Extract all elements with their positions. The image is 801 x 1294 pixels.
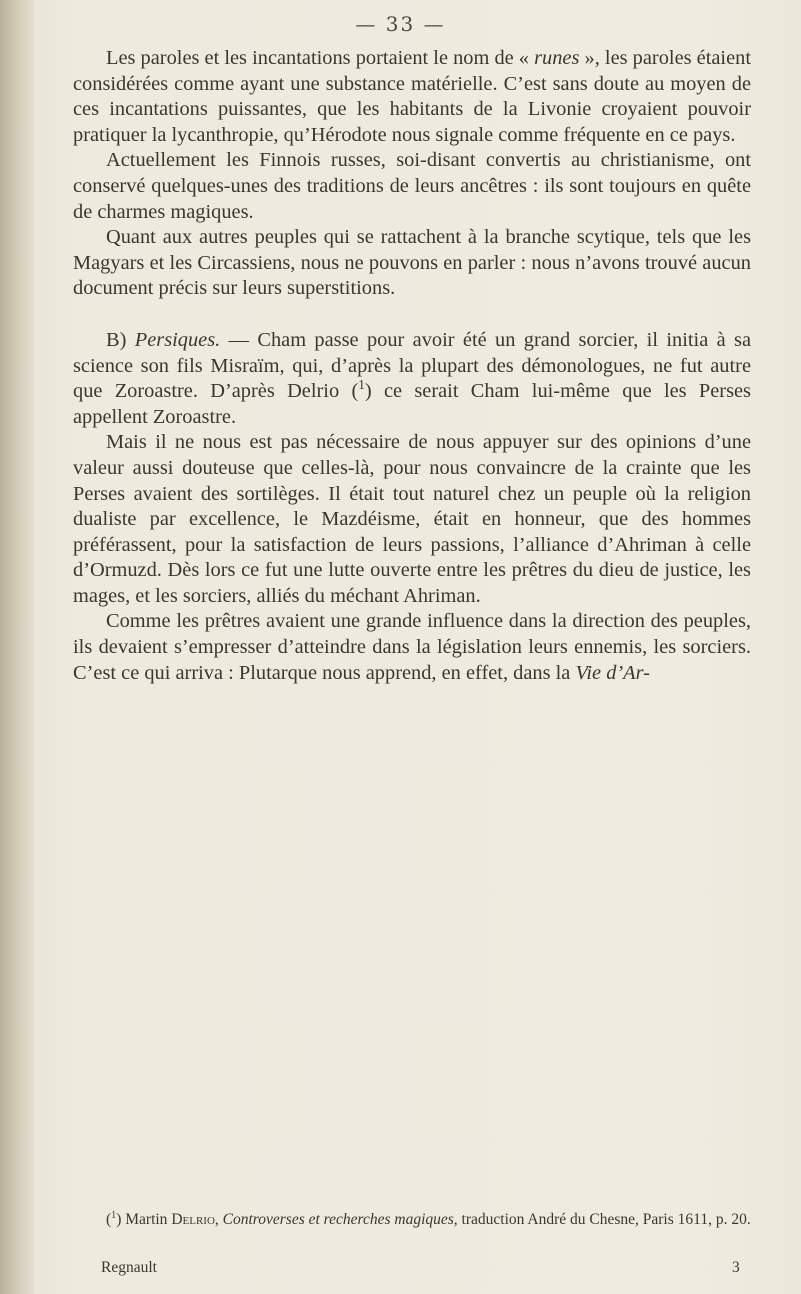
body-text [73,46,751,686]
text-segment: Controverses et recherches magiques [222,1211,454,1228]
text-segment: », les paroles étaient considérées comme ayant une substance matérielle. C’est sans doute au moyen de ces incantations puissantes, que les habitants de la Livonie croyaient pouvoir pratiquer la lycanthropie, qu’Hérodote nous signale comme fréquente en ce pays. [73,47,751,146]
text-segment: Quant aux autres peuples qui se rattachent à la branche scytique, tels que les Magyars et les Circassiens, nous ne pouvons en parler : nous n’avons trouvé aucun document précis sur leurs superstitions. [73,226,751,300]
footnote-marker[interactable]: 1 [111,1209,117,1221]
text-segment: ) Martin [116,1211,172,1228]
paragraph [73,46,751,148]
paragraph [73,225,751,302]
footnote [73,1209,751,1230]
text-segment: — Cham passe pour avoir été un grand sorcier, il initia à sa science son fils Misraïm, qui, d’après la plupart des démonologues, ne fut autre que Zoroastre. D’après Delrio ( [73,328,751,403]
text-segment: Comme les prêtres avaient une grande influence dans la direction des peuples, ils devaient s’empresser d’atteindre dans la législation leurs ennemis, les sorciers. C’est ce qui arriva : Plutarque nous apprend, en effet, dans la [73,610,751,684]
text-segment: Vie d’Ar- [575,661,650,684]
page-number: — 33 — [355,12,446,36]
printer-signature: Regnault [101,1259,157,1276]
text-segment: Mais il ne nous est pas nécessaire de nous appuyer sur des opinions d’une valeur aussi douteuse que celles-là, pour nous convaincre de la crainte que les Perses avaient des sortilèges. Il était tout naturel chez un peuple où la religion dualiste par excellence, le Mazdéisme, était en honneur, que des hommes préférassent, pour la satisfaction de leurs passions, l’alliance d’Ahriman à celle d’Ormuzd. Dès lors ce fut une lutte ouverte entre les prêtres du dieu de justice, les mages, et les sorciers, alliés du méchant Ahriman. [73,431,751,607]
text-segment: ( [106,1211,112,1228]
text-segment: Actuellement les Finnois russes, soi-disant convertis au christianisme, ont conservé quelques-unes des traditions de leurs ancêtres : ils sont toujours en quête de charmes magiques. [73,149,751,223]
paragraph [73,328,751,430]
paragraph [73,609,751,686]
text-segment: Persiques. [134,328,221,351]
text-segment: Delrio [171,1211,215,1228]
paragraph [73,148,751,225]
text-segment: , [214,1211,223,1228]
binding-gutter [0,0,34,1294]
text-segment: runes [534,47,580,69]
paragraph [73,430,751,609]
sheet-number: 3 [732,1259,740,1276]
text-segment: Les paroles et les incantations portaient le nom de « [106,47,535,69]
footnote-marker[interactable]: 1 [358,377,365,393]
text-segment: , traduction André du Chesne, Paris 1611, p. 20. [453,1211,751,1228]
text-segment: ) ce serait Cham lui-même que les Perses appellent Zoroastre. [73,380,751,428]
text-segment: B) [106,328,135,351]
